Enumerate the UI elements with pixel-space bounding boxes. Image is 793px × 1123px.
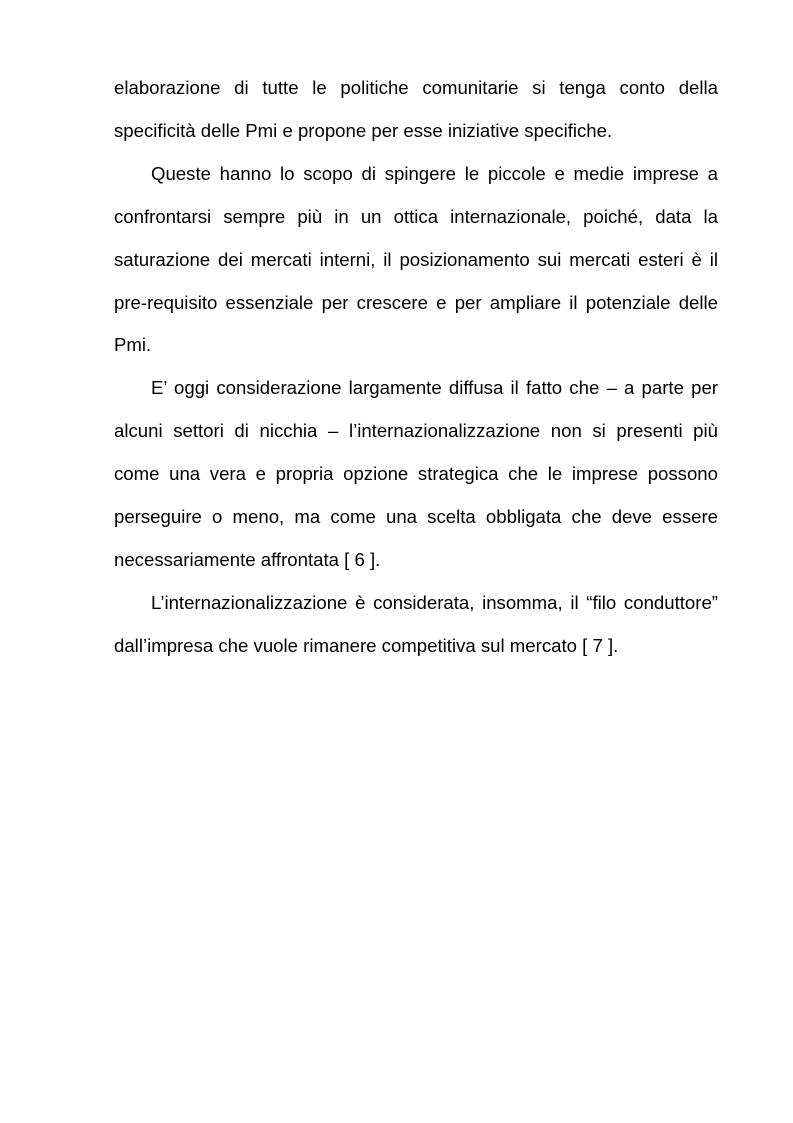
paragraph-pmi-objectives: Queste hanno lo scopo di spingere le piccole e medie imprese a confrontarsi sempre più in un ottica internazionale, poiché, data la saturazione dei mercati interni, il posizionamento sui mercati esteri è il pre-requisito essenziale per crescere e per ampliare il potenziale delle Pmi. (114, 162, 718, 356)
body-text (114, 67, 718, 668)
paragraph-internationalization-necessity: E’ oggi considerazione largamente diffusa il fatto che – a parte per alcuni settori di nicchia – l’internazionalizzazione non si presenti più come una vera e propria opzione strategica che le imprese possono perseguire o meno, ma come una scelta obbligata che deve essere necessariamente affrontata [ 6 ]. (114, 377, 718, 570)
paragraph-continuation: elaborazione di tutte le politiche comunitarie si tenga conto della specificità delle Pmi e propone per esse iniziative specifiche. (114, 77, 718, 141)
paragraph-common-thread: L’internazionalizzazione è considerata, insomma, il “filo conduttore” dall’impresa che vuole rimanere competitiva sul mercato [ 7 ]. (114, 591, 718, 656)
